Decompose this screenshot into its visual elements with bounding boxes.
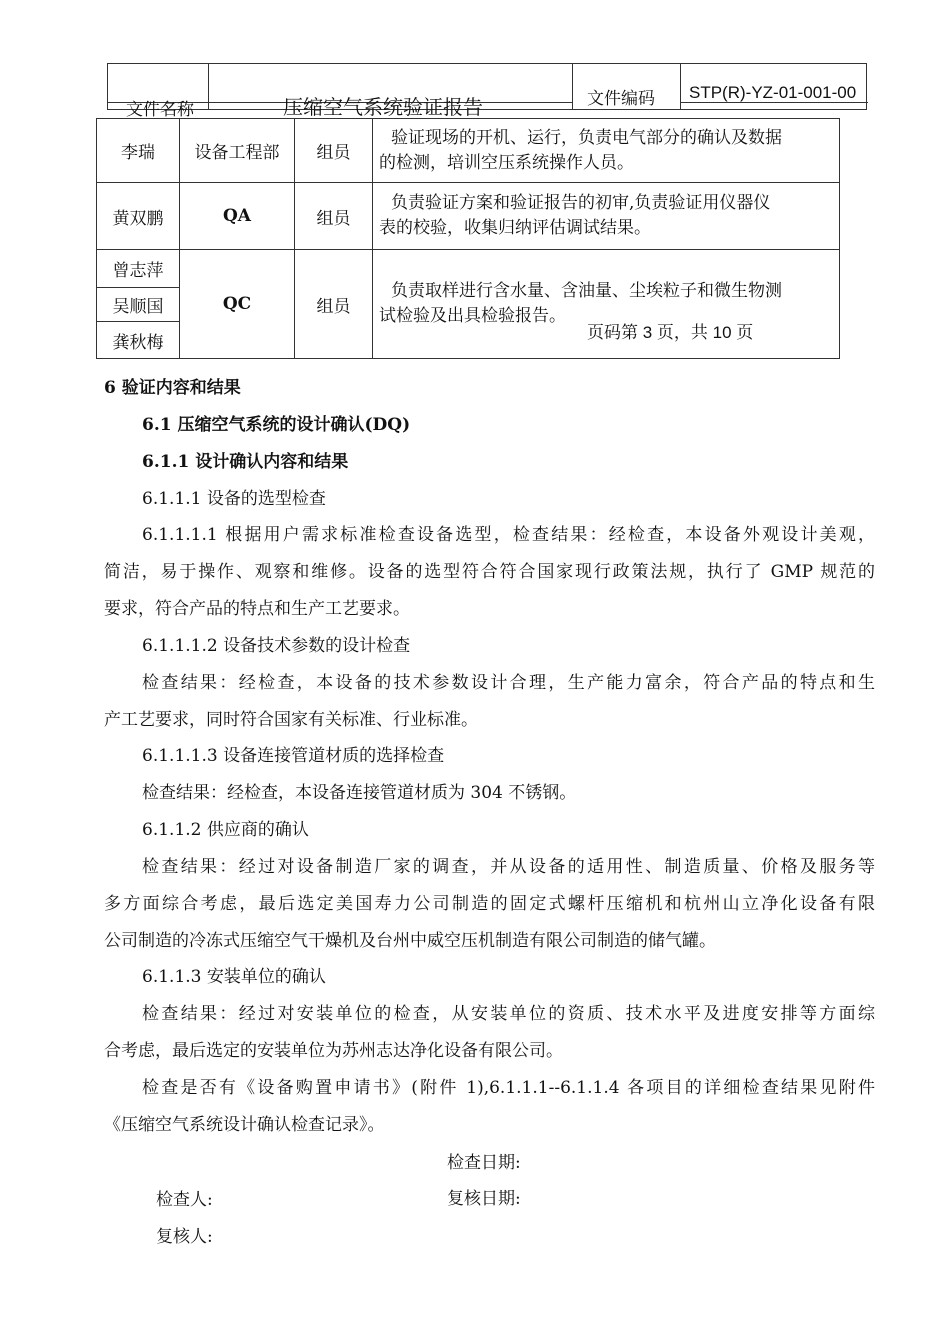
member-name: 李瑞 <box>97 119 180 183</box>
member-role: 组员 <box>295 183 373 250</box>
section-heading: 6 验证内容和结果 <box>104 378 241 398</box>
subsection-heading: 6.1.1.1 设备的选型检查 <box>142 489 326 509</box>
subsection-heading: 6.1.1.1.2 设备技术参数的设计检查 <box>142 636 411 656</box>
paragraph-line: 简洁，易于操作、观察和维修。设备的选型符合符合国家现行政策法规，执行了 GMP 规范的 <box>104 562 875 582</box>
subsection-heading: 6.1.1.1.3 设备连接管道材质的选择检查 <box>142 746 445 766</box>
header-code-label-cell <box>573 64 681 109</box>
member-role: 组员 <box>295 119 373 183</box>
paragraph-line: 《压缩空气系统设计确认检查记录》。 <box>104 1115 385 1135</box>
file-code: STP(R)-YZ-01-001-00 <box>689 83 857 102</box>
duty-line: 的检测，培训空压系统操作人员。 <box>379 152 634 173</box>
paragraph-line: 检查是否有《设备购置申请书》(附件 1),6.1.1.1--6.1.1.4 各项目的详细检查结果见附件 <box>142 1078 875 1098</box>
header-title-cell <box>209 64 573 119</box>
file-name-label: 文件名称 <box>126 100 194 120</box>
paragraph-line: 产工艺要求，同时符合国家有关标准、行业标准。 <box>104 710 478 730</box>
member-duty <box>373 250 840 359</box>
paragraph-line: 检查结果：经过对安装单位的检查，从安装单位的资质、技术水平及进度安排等方面综 <box>142 1004 875 1024</box>
duty-line: 试检验及出具检验报告。 <box>379 306 566 326</box>
review-date-label: 复核日期: <box>447 1189 521 1209</box>
header-code-cell <box>681 64 868 109</box>
subsection-heading: 6.1.1.2 供应商的确认 <box>142 820 309 840</box>
duty-line: 验证现场的开机、运行，负责电气部分的确认及数据 <box>391 127 782 148</box>
paragraph-line: 合考虑，最后选定的安装单位为苏州志达净化设备有限公司。 <box>104 1041 563 1061</box>
subsection-heading: 6.1.1.3 安装单位的确认 <box>142 967 326 987</box>
duty-line: 表的校验，收集归纳评估调试结果。 <box>379 218 651 238</box>
header-name-label-cell <box>108 64 209 120</box>
member-role: 组员 <box>295 250 373 359</box>
document-header <box>107 63 867 120</box>
member-name: 曾志萍 <box>97 250 180 288</box>
document-title: 压缩空气系统验证报告 <box>283 95 483 119</box>
member-name: 黄双鹏 <box>97 183 180 250</box>
inspector-label: 检查人: <box>156 1190 213 1210</box>
reviewer-label: 复核人: <box>156 1227 213 1247</box>
file-code-label: 文件编码 <box>587 89 655 109</box>
table-row <box>97 119 840 183</box>
table-row <box>97 250 840 288</box>
member-duty <box>373 183 840 250</box>
member-dept: 设备工程部 <box>180 119 295 183</box>
duty-line: 负责取样进行含水量、含油量、尘埃粒子和微生物测 <box>391 281 782 301</box>
paragraph-line: 检查结果：经检查，本设备连接管道材质为 304 不锈钢。 <box>142 783 577 803</box>
paragraph-line: 检查结果：经检查，本设备的技术参数设计合理，生产能力富余，符合产品的特点和生 <box>142 673 875 693</box>
member-duty <box>373 119 840 183</box>
paragraph-line: 公司制造的冷冻式压缩空气干燥机及台州中威空压机制造有限公司制造的储气罐。 <box>104 931 716 951</box>
page-number: 页码第 3 页，共 10 页 <box>587 323 754 342</box>
paragraph-line: 多方面综合考虑，最后选定美国寿力公司制造的固定式螺杆压缩机和杭州山立净化设备有限 <box>104 894 875 914</box>
paragraph-line: 要求，符合产品的特点和生产工艺要求。 <box>104 599 410 619</box>
table-row <box>97 183 840 250</box>
member-dept: QC <box>180 250 295 359</box>
check-date-label: 检查日期: <box>447 1153 521 1173</box>
duty-line: 负责验证方案和验证报告的初审,负责验证用仪器仪 <box>391 193 771 213</box>
paragraph-line: 检查结果：经过对设备制造厂家的调查，并从设备的适用性、制造质量、价格及服务等 <box>142 857 875 877</box>
section-heading: 6.1.1 设计确认内容和结果 <box>142 452 349 472</box>
paragraph-line: 6.1.1.1.1 根据用户需求标准检查设备选型，检查结果：经检查，本设备外观设计美观， <box>142 525 875 545</box>
member-name: 龚秋梅 <box>97 322 180 359</box>
member-dept: QA <box>180 183 295 250</box>
member-name: 吴顺国 <box>97 288 180 322</box>
validation-team-table <box>96 118 840 359</box>
section-heading: 6.1 压缩空气系统的设计确认(DQ) <box>142 415 411 435</box>
